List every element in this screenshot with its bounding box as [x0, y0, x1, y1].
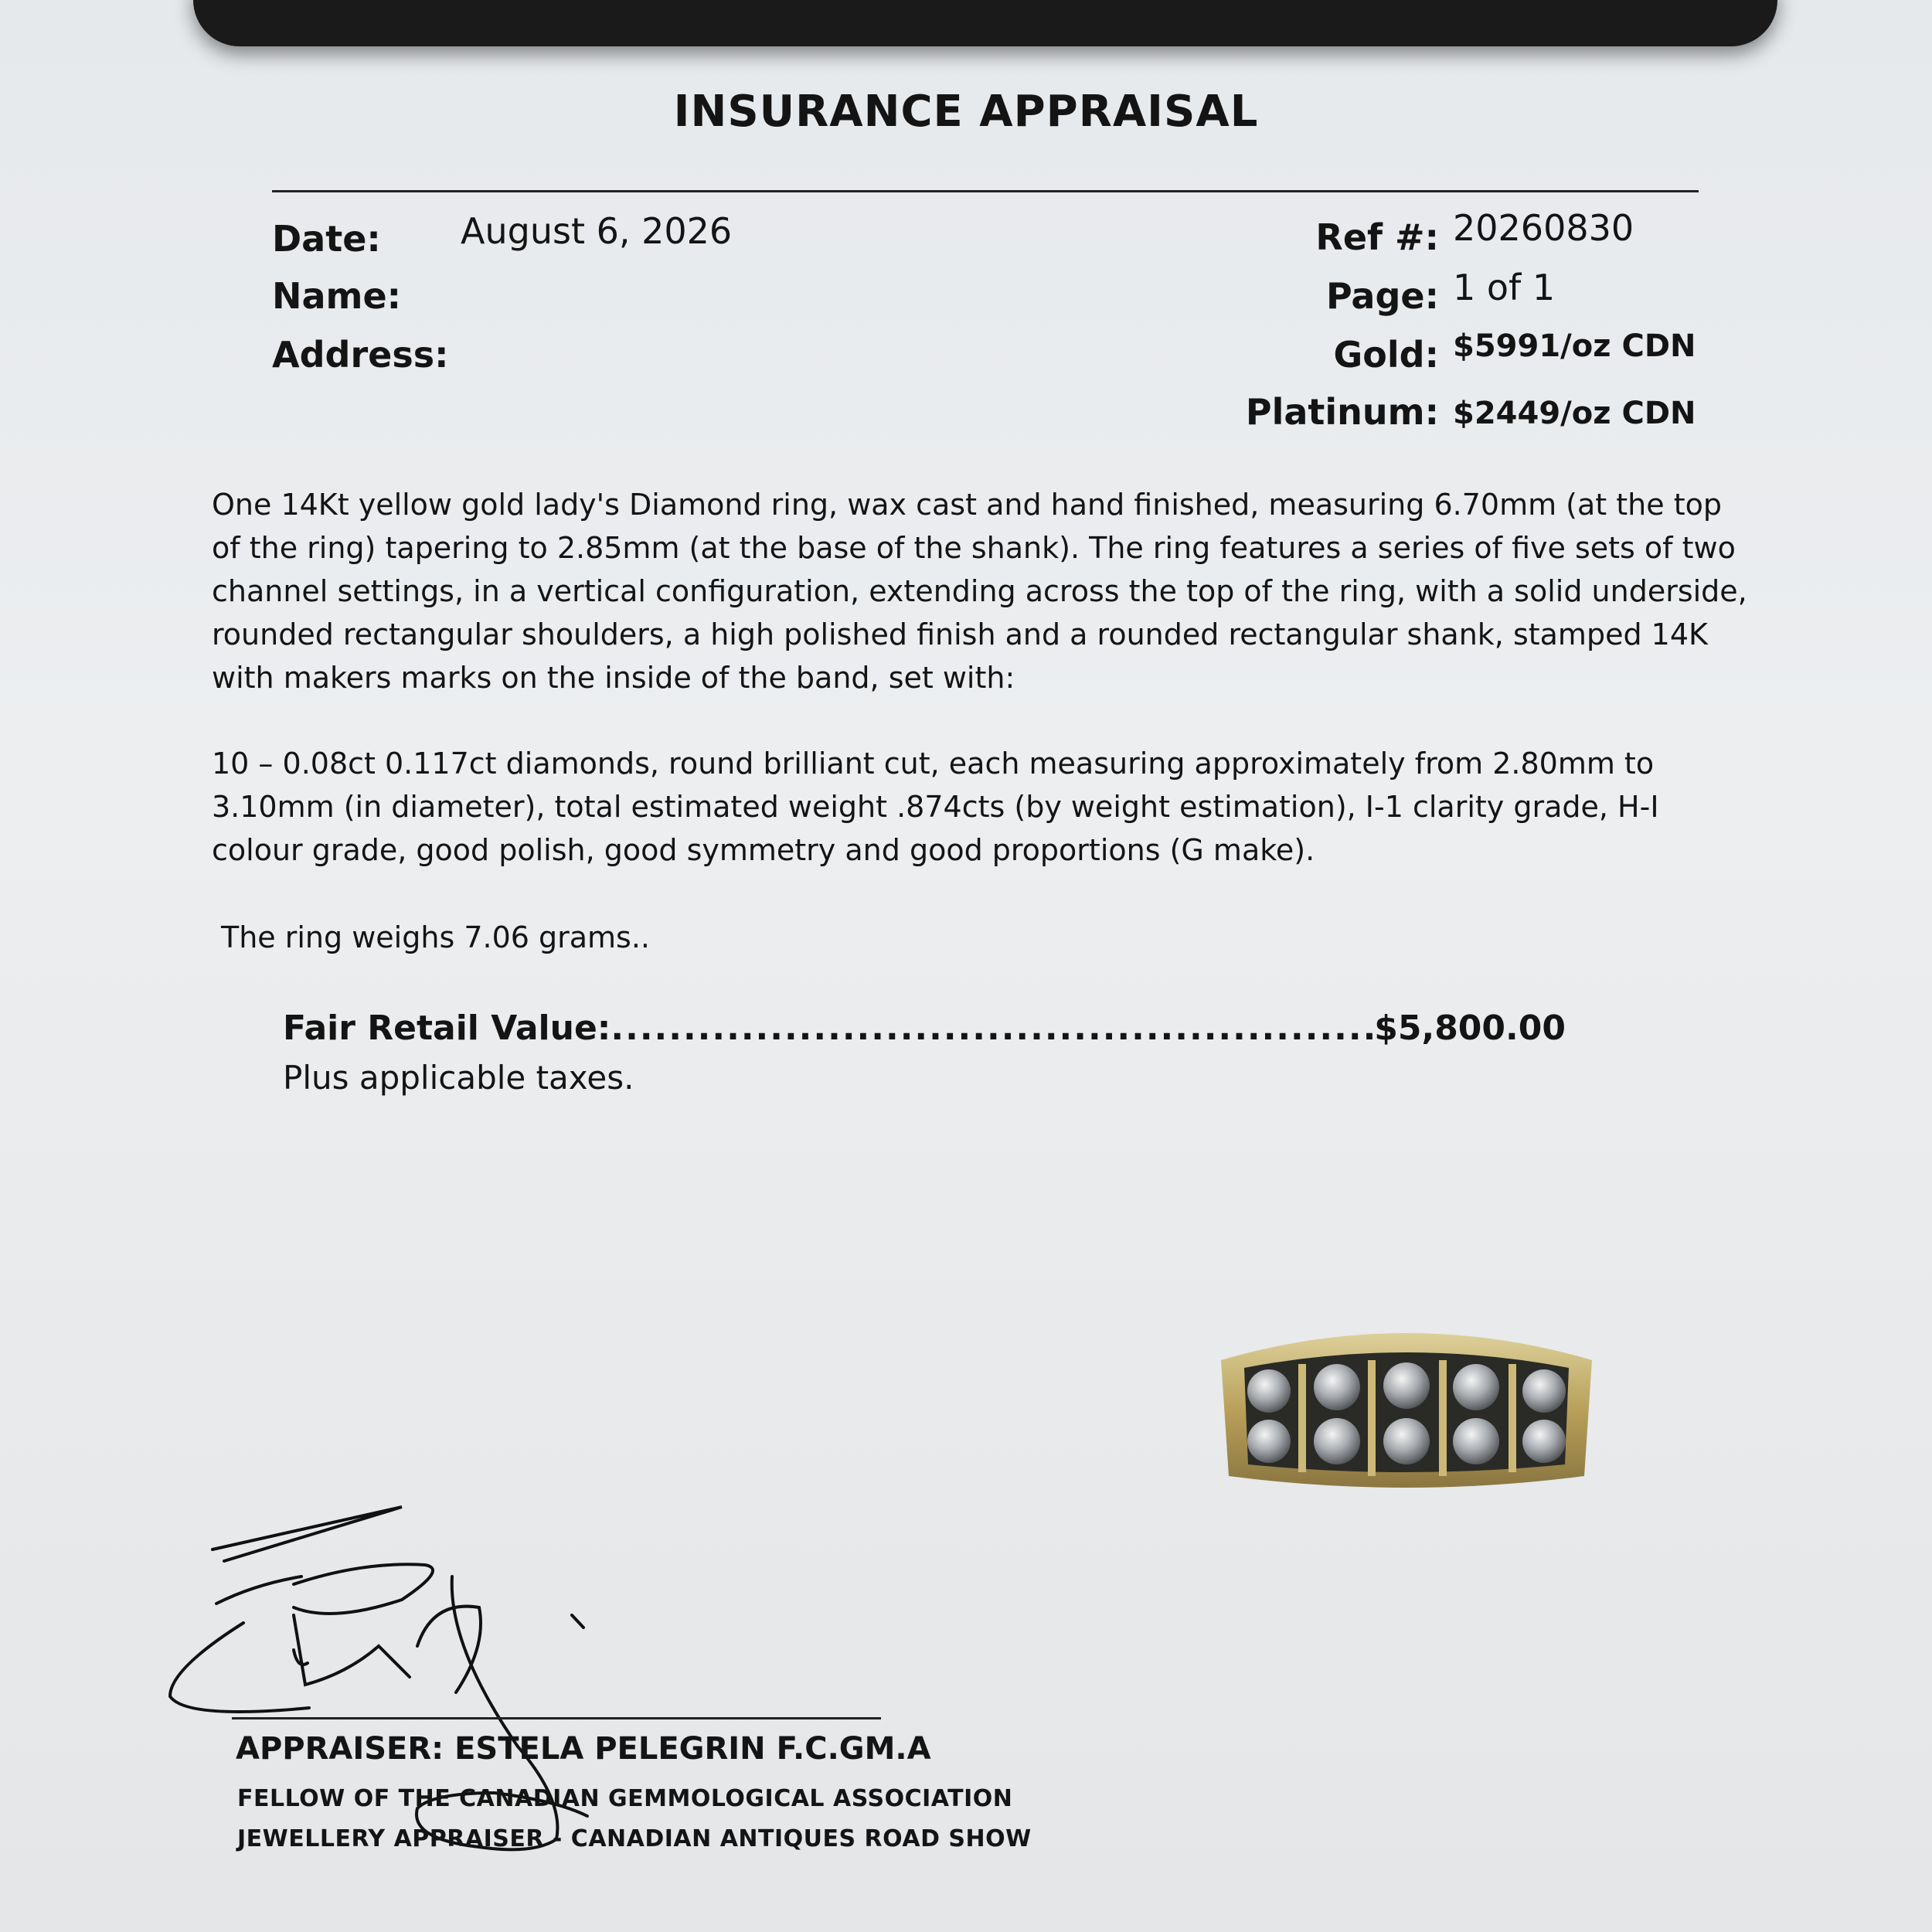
fair-retail-value-label: Fair Retail Value:	[283, 1009, 611, 1048]
diamond-details: 10 – 0.08ct 0.117ct diamonds, round brilliant cut, each measuring approximately from 2.80mm to 3.10mm (in diameter), total estimated weight .874cts (by weight estimation), I-1 clarity grade, H-I colour grade, good polish, good symmetry and good proportions (G make).	[212, 747, 1659, 867]
page-label: Page:	[1325, 275, 1439, 317]
ref-label: Ref #:	[1315, 216, 1439, 258]
leader-dots	[611, 1009, 1374, 1048]
signature-line	[232, 1717, 881, 1719]
address-label: Address:	[272, 334, 449, 376]
header-divider	[272, 190, 1699, 192]
fair-retail-value-amount: $5,800.00	[1374, 1009, 1566, 1048]
ref-value: 20260830	[1453, 207, 1634, 249]
appraiser-credential-fellowship: FELLOW OF THE CANADIAN GEMMOLOGICAL ASSOCIATION	[237, 1785, 1013, 1812]
page-value: 1 of 1	[1453, 267, 1556, 308]
ring-weight: The ring weighs 7.06 grams..	[221, 920, 651, 954]
appraiser-name: APPRAISER: ESTELA PELEGRIN F.C.GM.A	[236, 1731, 931, 1767]
platinum-value: $2449/oz CDN	[1453, 396, 1696, 431]
name-label: Name:	[272, 275, 402, 317]
document-frame-edge	[193, 0, 1777, 46]
appraiser-credential-roadshow: JEWELLERY APPRAISER - CANADIAN ANTIQUES ROAD SHOW	[237, 1825, 1032, 1852]
taxes-note: Plus applicable taxes.	[283, 1059, 634, 1097]
document-title: INSURANCE APPRAISAL	[673, 87, 1259, 137]
platinum-label: Platinum:	[1245, 391, 1439, 433]
date-value: August 6, 2026	[461, 210, 733, 252]
date-label: Date:	[272, 218, 381, 260]
ring-photo	[1213, 1314, 1600, 1507]
gold-label: Gold:	[1333, 334, 1439, 376]
gold-value: $5991/oz CDN	[1453, 328, 1696, 364]
ring-description: One 14Kt yellow gold lady's Diamond ring, wax cast and hand finished, measuring 6.70mm (at the top of the ring) tapering to 2.85mm (at the base of the shank). The ring features a series of five sets of two channel settings, in a vertical configuration, extending across the top of the ring, with a solid underside, rounded rectangular shoulders, a high polished finish and a rounded rectangular shank, stamped 14K with makers marks on the inside of the band, set with:	[212, 488, 1747, 695]
fair-retail-value-line	[283, 1009, 1566, 1048]
